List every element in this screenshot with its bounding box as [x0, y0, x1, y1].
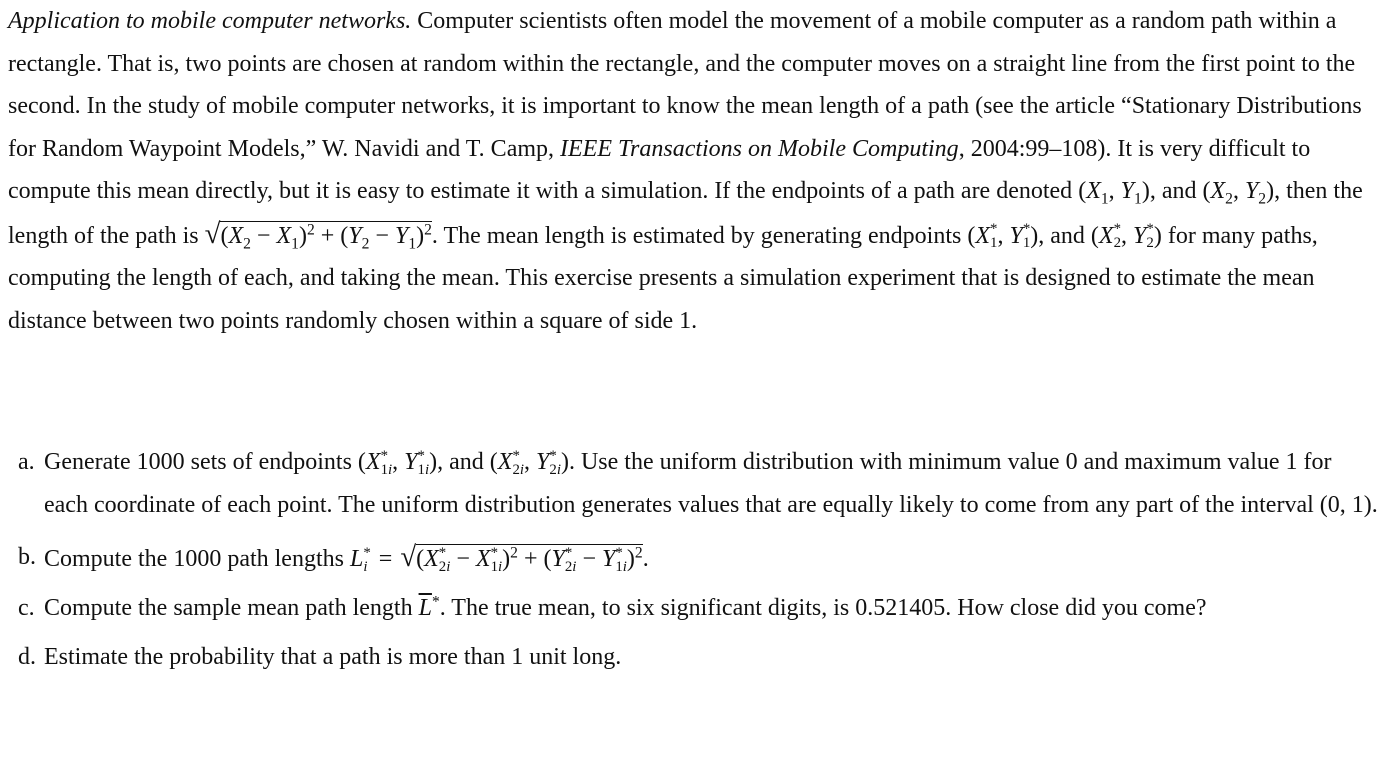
part-b: b. Compute the 1000 path lengths L * i = √(X * 2i − X * 1i )$^2$ + (Y * 2i − Y * 1i )$^2$.: [18, 536, 1378, 581]
part-a: a. Generate 1000 sets of endpoints (X * 1i , Y * 1i ), and (X * 2i , Y * 2i ). Use the uniform distribution with minimum value 0 and maximum value 1 for each coordinate of each point. The uniform distribution generates values that are equally likely to come from any part of the interval (0, 1).: [18, 441, 1378, 527]
intro-paragraph: [8, 0, 1378, 342]
endpoint-2-star: (X * 2 , Y * 2 ): [1090, 221, 1162, 252]
part-a-label: a.: [18, 449, 35, 475]
endpoint-1-star: (X * 1 , Y * 1 ): [967, 221, 1039, 252]
endpoint-1: ($X_1$, $Y_1$): [1078, 178, 1150, 208]
part-a-endpoint-1: (X * 1i , Y * 1i ): [357, 447, 438, 478]
part-a-endpoint-2: (X * 2i , Y * 2i ): [489, 447, 569, 478]
part-b-label: b.: [18, 544, 36, 570]
part-b-formula: L * i = √(X * 2i − X * 1i )$^2$ + (Y * 2i − Y * 1i )$^2$: [349, 541, 643, 575]
part-c: c. Compute the sample mean path length $\overline{L}^*$. The true mean, to six significant digits, is 0.521405. How close did you come?: [18, 587, 1378, 630]
exercise-parts: [18, 441, 1378, 679]
endpoint-2: ($X_2$, $Y_2$): [1202, 178, 1275, 208]
sample-mean-symbol: $\overline{L}^*$: [418, 593, 440, 621]
intro-text: Application to mobile computer networks. Computer scientists often model the movement of a mobile computer as a random path within a rectangle. That is, two points are chosen at random within the rectangle, and the computer moves on a straight line from the first point to the second. In the study of mobile computer networks, it is important to know the mean length of a path (see the article “Stationary Distributions for Random Waypoint Models,” W. Navidi and T. Camp, IEEE Transactions on Mobile Computing, 2004:99–108). It is very difficult to compute this mean directly, but it is easy to estimate it with a simulation. If the endpoints of a path are denoted ($X_1$, $Y_1$), and ($X_2$, $Y_2$), then the length of the path is $√(X_2 - X_1)^2 + (Y_2 - Y_1)^2$. The mean length is estimated by generating endpoints (X * 1 , Y * 1 ), and (X * 2 , Y * 2 ) for many paths, computing the length of each, and taking the mean. This exercise presents a simulation experiment that is designed to estimate the mean distance between two points randomly chosen within a square of side 1.: [8, 8, 1363, 334]
topic-heading: Application to mobile computer networks.: [8, 8, 412, 34]
journal-title: IEEE Transactions on Mobile Computing: [560, 135, 959, 162]
part-c-label: c.: [18, 595, 35, 621]
part-d-label: d.: [18, 644, 36, 670]
path-length-formula: $√(X_2 - X_1)^2 + (Y_2 - Y_1)^2$: [204, 217, 432, 252]
part-d: d. Estimate the probability that a path is more than 1 unit long.: [18, 636, 1378, 679]
